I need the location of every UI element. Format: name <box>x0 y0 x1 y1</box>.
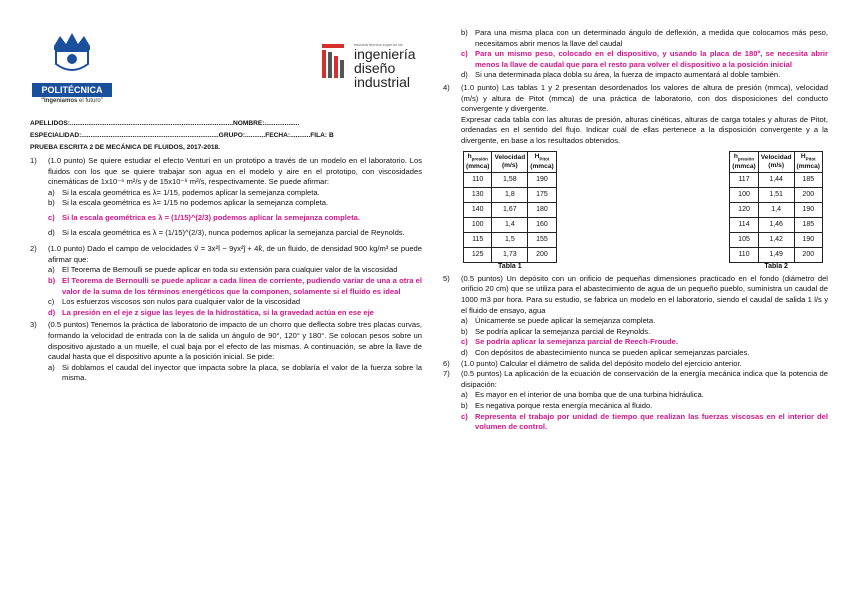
questions-right <box>443 28 828 433</box>
question-5-option-c: c) Se podría aplicar la semejanza parcial de Reech-Froude. <box>461 337 678 347</box>
question-3-option-c: c) Para un mismo peso, colocado en el dispositivo, y usando la placa de 180º, se necesita abrir menos la llave de caudal que para el resto para volver el dispositivo a la posición inicial <box>461 49 828 69</box>
table-1-wrap <box>463 151 557 270</box>
table-cell: 1,4 <box>758 202 794 217</box>
table-cell: 175 <box>528 187 556 202</box>
table-row <box>730 232 823 247</box>
table-1 <box>463 151 557 263</box>
table-cell: 100 <box>464 217 492 232</box>
question-4-instructions: Expresar cada tabla con las alturas de presión, alturas cinéticas, alturas de carga totales y alturas de Pitot, ordenadas en el sentido del flujo. Indicar cuál de ellas pertenece a la disposición convergente y a la divergente, en base a los resultados obtenidos. <box>461 114 828 145</box>
table-cell: 140 <box>464 202 492 217</box>
question-2-stem: (1.0 punto) Dado el campo de velocidades v⃗ = 3x²î − 9yx²ĵ + 4k̂, de un fluido, de densidad 900 kg/m³ se puede afirmar que: <box>48 244 422 264</box>
question-7-option-b: b) Es negativa porque resta energía mecánica al fluido. <box>461 400 653 410</box>
table-cell: 1,42 <box>758 232 794 247</box>
table-cell: 115 <box>464 232 492 247</box>
question-5-option-a: a) Únicamente se puede aplicar la semejanza completa. <box>461 316 656 326</box>
table-cell: 100 <box>730 187 758 202</box>
table-row <box>730 202 823 217</box>
question-1-option-b: b) Si la escala geométrica es λ= 1/15 no podemos aplicar la semejanza completa. <box>48 198 329 208</box>
school-logo-word2: diseño <box>354 60 396 76</box>
specialty-line: ESPECIALIDAD:...........................................................................GRUPO:...........FECHA:...........FILA: B <box>30 132 334 139</box>
col-h-presion: $h_{presión}$ (mmca) <box>730 151 758 172</box>
table-cell: 130 <box>464 187 492 202</box>
table-cell: 120 <box>730 202 758 217</box>
table-cell: 200 <box>528 247 556 262</box>
question-2-option-a: a) El Teorema de Bernoulli se puede aplicar en toda su extensión para cualquier valor de la viscosidad <box>48 265 398 275</box>
name-line: APELLIDOS:.........................................................................................NOMBRE:................... <box>30 120 300 127</box>
school-logo-word3: industrial <box>354 74 411 90</box>
table-cell: 117 <box>730 172 758 187</box>
question-3-option-b: b) Para una misma placa con un determinado ángulo de deflexión, a medida que colocamos más peso, necesitamos abrir menos la llave del caudal <box>461 28 828 48</box>
crown-crest-icon <box>46 30 98 76</box>
table-row <box>730 172 823 187</box>
table-2 <box>729 151 823 263</box>
table-cell: 200 <box>794 187 822 202</box>
table-2-caption: Tabla 2 <box>764 262 788 270</box>
table-cell: 125 <box>464 247 492 262</box>
table-cell: 1,46 <box>758 217 794 232</box>
question-7-stem: (0.5 puntos) La aplicación de la ecuación de conservación de la energía mecánica indica que la potencia de disipación: <box>461 369 828 389</box>
table-row <box>730 247 823 262</box>
table-row <box>464 202 557 217</box>
question-7-option-c: c) Representa el trabajo por unidad de tiempo que realizan las fuerzas viscosas en el interior del volumen de control. <box>461 411 828 432</box>
upm-logo <box>32 30 112 104</box>
table-cell: 1,73 <box>492 247 528 262</box>
table-cell: 185 <box>794 217 822 232</box>
questions-left <box>30 156 422 384</box>
question-5-option-b: b) Se podría aplicar la semejanza parcial de Reynolds. <box>461 326 651 336</box>
table-row <box>730 217 823 232</box>
table-cell: 155 <box>528 232 556 247</box>
upm-logo-bar: POLITÉCNICA <box>32 83 112 97</box>
question-1-option-c: c) Si la escala geométrica es λ = (1/15)^(2/3) podemos aplicar la semejanza completa. <box>48 212 360 222</box>
question-7: 7) (0.5 puntos) La aplicación de la ecuación de conservación de la energía mecánica indica que la potencia de disipación: <box>443 369 828 389</box>
col-velocidad: Velocidad (m/s) <box>492 151 528 172</box>
question-2: 2) (1.0 punto) Dado el campo de velocidades v⃗ = 3x²î − 9yx²ĵ + 4k̂, de un fluido, de densidad 900 kg/m³ se puede afirmar que: <box>30 244 422 264</box>
exam-title: PRUEBA ESCRITA 2 DE MECÁNICA DE FLUIDOS, 2017-2018. <box>30 144 221 151</box>
table-cell: 110 <box>730 247 758 262</box>
table-2-wrap <box>729 151 823 270</box>
question-1-option-a: a) Si la escala geométrica es λ= 1/15, podemos aplicar la semejanza completa. <box>48 187 320 197</box>
question-3-option-a: a) Si doblamos el caudal del inyector que impacta sobre la placa, se doblaría el valor de la fuerza sobre la misma. <box>48 362 422 383</box>
question-1-option-d: d) Si la escala geométrica es λ = (1/15)^(2/3), nunca podemos aplicar la semejanza parcial de Reynolds. <box>48 227 405 237</box>
table-row <box>464 232 557 247</box>
table-cell: 1,8 <box>492 187 528 202</box>
table-cell: 1,51 <box>758 187 794 202</box>
question-6-stem: (1.0 punto) Calcular el diámetro de salida del depósito modelo del ejercicio anterior. <box>461 358 742 368</box>
table-row <box>464 217 557 232</box>
table-cell: 190 <box>794 202 822 217</box>
table-cell: 160 <box>528 217 556 232</box>
question-5-option-d: d) Con depósitos de abastecimiento nunca se pueden aplicar semejanzas parciales. <box>461 348 750 357</box>
question-7-option-a: a) Es mayor en el interior de una bomba que de una turbina hidráulica. <box>461 390 704 400</box>
question-2-option-d: d) La presión en el eje z sigue las leyes de la hidrostática, si la gravedad actúa en ese eje <box>48 307 374 317</box>
table-1-caption: Tabla 1 <box>498 262 522 270</box>
table-cell: 1,67 <box>492 202 528 217</box>
table-cell: 190 <box>794 232 822 247</box>
table-cell: 180 <box>528 202 556 217</box>
question-3: 3) (0.5 puntos) Tenemos la práctica de laboratorio de impacto de un chorro que deflecta sobre tres placas curvas, formando la velocidad de entrada con la de salida un ángulo de 90°, 120° y 180°. Se colocan pesos sobre un dispositivo ajustado a un muelle, el cual baja por el efecto de las mismas. A continuación, se abre la llave de caudal hasta que el dispositivo apunte a la posición inicial. Se pide: <box>30 320 422 362</box>
table-cell: 200 <box>794 247 822 262</box>
school-logo <box>320 38 450 96</box>
table-cell: 1,49 <box>758 247 794 262</box>
table-row <box>464 247 557 262</box>
question-3-stem: (0.5 puntos) Tenemos la práctica de laboratorio de impacto de un chorro que deflecta sobre tres placas curvas, formando la velocidad de entrada con la de salida un ángulo de 90°, 120° y 180°. Se colocan pesos sobre un dispositivo ajustado a un muelle, el cual baja por el efecto de las mismas. A continuación, se abre la llave de caudal hasta que el dispositivo apunte a la posición inicial. Se pide: <box>48 320 422 362</box>
question-4: 4) (1.0 punto) Las tablas 1 y 2 presentan desordenados los valores de altura de presión (mmca), velocidad (m/s) y altura de Pitot (mmca) de una práctica de laboratorio, con dos disposiciones del conducto convergente y divergente. <box>443 82 828 114</box>
table-cell: 1,5 <box>492 232 528 247</box>
question-2-option-b: b) El Teorema de Bernoulli se puede aplicar a cada línea de corriente, pudiendo variar de una a otra el valor de la suma de los términos energéticos que la componen, solamente si el fluido es ideal <box>48 275 422 296</box>
table-cell: 1,58 <box>492 172 528 187</box>
question-1-stem: (1.0 punto) Se quiere estudiar el efecto Venturi en un prototipo a través de un modelo en el laboratorio. Los fluidos con los que se quiere trabajar son agua en el modelo y aire en el prototipo, con viscosidades cinemáticas de 1x10⁻⁶ m²/s y de 15x10⁻⁶ m²/s, respectivamente. Se puede afirmar: <box>48 156 422 187</box>
upm-tagline: "Ingeniamos el futuro" <box>41 98 103 104</box>
question-4-stem: (1.0 punto) Las tablas 1 y 2 presentan desordenados los valores de altura de presión (mmca), velocidad (m/s) y altura de Pitot (mmca) de una práctica de laboratorio, con dos disposiciones del conducto convergente y divergente. <box>461 82 828 114</box>
question-1: 1) (1.0 punto) Se quiere estudiar el efecto Venturi en un prototipo a través de un modelo en el laboratorio. Los fluidos con los que se quiere trabajar son agua en el modelo y aire en el prototipo, con viscosidades cinemáticas de 1x10⁻⁶ m²/s y de 15x10⁻⁶ m²/s, respectivamente. Se puede afirmar: <box>30 156 422 187</box>
school-logo-word1: ingeniería <box>354 46 416 62</box>
table-cell: 1,44 <box>758 172 794 187</box>
table-row <box>730 187 823 202</box>
table-cell: 1,4 <box>492 217 528 232</box>
col-h-presion: $h_{presión}$ (mmca) <box>464 151 492 172</box>
question-5: 5) (0.5 puntos) Un depósito con un orificio de pequeñas dimensiones practicado en el fondo (diámetro del orificio 20 cm) que se utiliza para el abastecimiento de agua de un pequeño pueblo, suministra un caudal de 1000 m3 por hora. Para su estudio, se fabrica un modelo en el laboratorio, siendo el caudal de salida 1 l/s y el fluido de ensayo, agua <box>443 273 828 315</box>
question-6: 6) (1.0 punto) Calcular el diámetro de salida del depósito modelo del ejercicio anterior. <box>443 359 828 370</box>
table-row <box>464 187 557 202</box>
question-5-stem: (0.5 puntos) Un depósito con un orificio de pequeñas dimensiones practicado en el fondo (diámetro del orificio 20 cm) que se utiliza para el abastecimiento de agua de un pequeño pueblo, suministra un caudal de 1000 m3 por hora. Para su estudio, se fabrica un modelo en el laboratorio, siendo el caudal de salida 1 l/s y el fluido de ensayo, agua <box>461 273 828 315</box>
table-cell: 110 <box>464 172 492 187</box>
student-fields <box>30 118 422 154</box>
table-cell: 105 <box>730 232 758 247</box>
table-cell: 185 <box>794 172 822 187</box>
col-h-pitot: $H_{Pitot}$ (mmca) <box>794 151 822 172</box>
question-3-option-d: d) Si una determinada placa dobla su área, la fuerza de impacto aumentará al doble también. <box>461 70 781 80</box>
table-cell: 190 <box>528 172 556 187</box>
question-2-option-c: c) Los esfuerzos viscosos son nulos para cualquier valor de la viscosidad <box>48 297 301 307</box>
school-logo-small: escuela técnica superior de <box>354 42 403 47</box>
col-velocidad: Velocidad (m/s) <box>758 151 794 172</box>
table-cell: 114 <box>730 217 758 232</box>
table-row <box>464 172 557 187</box>
tables-wrap <box>463 151 823 270</box>
col-h-pitot: $H_{Pitot}$ (mmca) <box>528 151 556 172</box>
